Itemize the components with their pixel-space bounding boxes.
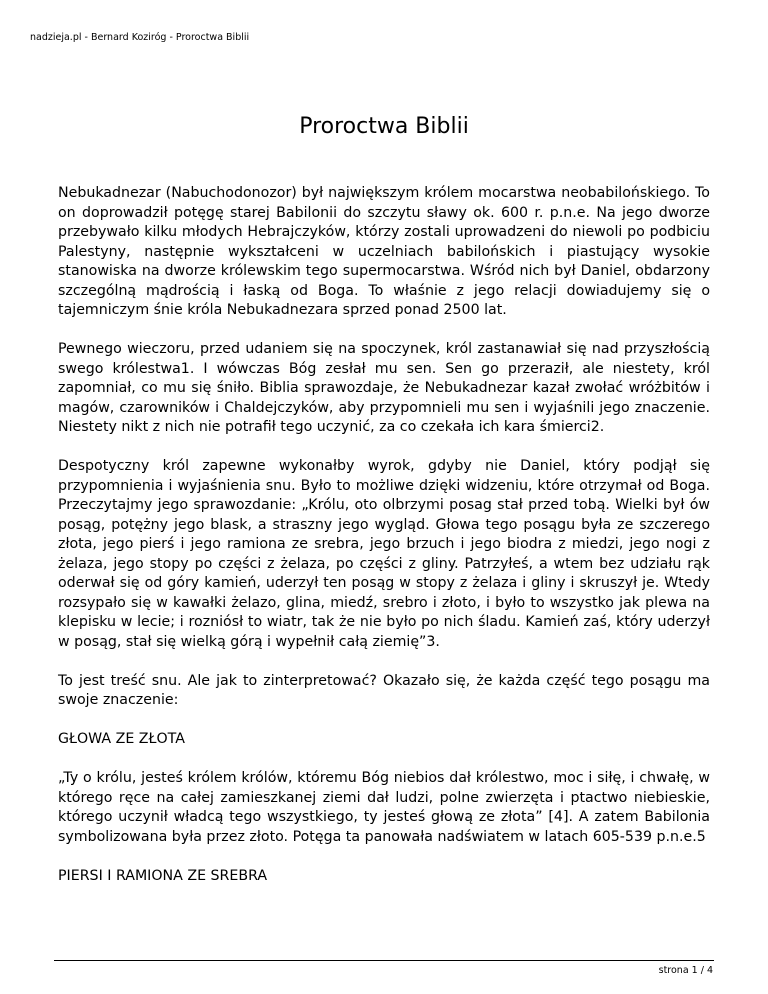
- section-heading-gold-head: GŁOWA ZE ZŁOTA: [58, 731, 185, 747]
- paragraph-4: To jest treść snu. Ale jak to zinterpretować? Okazało się, że każda część tego posągu ma swoje znaczenie:: [58, 672, 710, 708]
- footer-divider: [54, 960, 714, 961]
- document-title: Proroctwa Biblii: [299, 114, 469, 139]
- page-header: nadzieja.pl - Bernard Koziróg - Proroctwa Biblii: [30, 32, 250, 43]
- paragraph-gold-head: „Ty o królu, jesteś królem królów, któremu Bóg niebios dał królestwo, moc i siłę, i chwałę, w którego ręce na całej zamieszkanej ziemi dał ludzi, polne zwierzęta i ptactwo niebieskie, którego uczynił władcą tego wszystkiego, ty jesteś głową ze złota” [4]. A zatem Babilonia symbolizowana była przez złoto. Potęga ta panowała nadświatem w latach 605-539 p.n.e.5: [58, 770, 710, 845]
- page-number: strona 1 / 4: [658, 965, 713, 976]
- document-body: [58, 184, 710, 906]
- paragraph-3: Despotyczny król zapewne wykonałby wyrok, gdyby nie Daniel, który podjął się przypomnienia i wyjaśnienia snu. Było to możliwe dzięki widzeniu, które otrzymał od Boga. Przeczytajmy jego sprawozdanie: „Królu, oto olbrzymi posag stał przed tobą. Wielki był ów posąg, potężny jego blask, a straszny jego wygląd. Głowa tego posągu była ze szczerego złota, jego pierś i jego ramiona ze srebra, jego brzuch i jego biodra z miedzi, jego nogi z żelaza, jego stopy po części z żelaza, po części z gliny. Patrzyłeś, a wtem bez udziału rąk oderwał się od góry kamień, uderzył ten posąg w stopy z żelaza i gliny i skruszył je. Wtedy rozsypało się w kawałki żelazo, glina, miedź, srebro i złoto, i było to wszystko jak plewa na klepisku w lecie; i rozniósł to wiatr, tak że nie było po nich śladu. Kamień zaś, który uderzył w posąg, stał się wielką górą i wypełnił całą ziemię”3.: [58, 458, 710, 650]
- paragraph-2: Pewnego wieczoru, przed udaniem się na spoczynek, król zastanawiał się nad przyszłością swego królestwa1. I wówczas Bóg zesłał mu sen. Sen go przeraził, ale niestety, król zapomniał, co mu się śniło. Biblia sprawozdaje, że Nebukadnezar kazał zwołać wróżbitów i magów, czarowników i Chaldejczyków, aby przypomnieli mu sen i wyjaśnili jego znaczenie. Niestety nikt z nich nie potrafił tego uczynić, za co czekała ich kara śmierci2.: [58, 341, 710, 435]
- section-heading-silver-chest: PIERSI I RAMIONA ZE SREBRA: [58, 867, 268, 884]
- paragraph-1: Nebukadnezar (Nabuchodonozor) był największym królem mocarstwa neobabilońskiego. To on doprowadził potęgę starej Babilonii do szczytu sławy ok. 600 r. p.n.e. Na jego dworze przebywało kilku młodych Hebrajczyków, którzy zostali uprowadzeni do niewoli po podbiciu Palestyny, następnie wykształceni w uczelniach babilońskich i piastujący wysokie stanowiska na dworze królewskim tego supermocarstwa. Wśród nich był Daniel, obdarzony szczególną mądrością i łaską od Boga. To właśnie z jego relacji dowiadujemy się o tajemniczym śnie króla Nebukadnezara sprzed ponad 2500 lat.: [58, 185, 710, 318]
